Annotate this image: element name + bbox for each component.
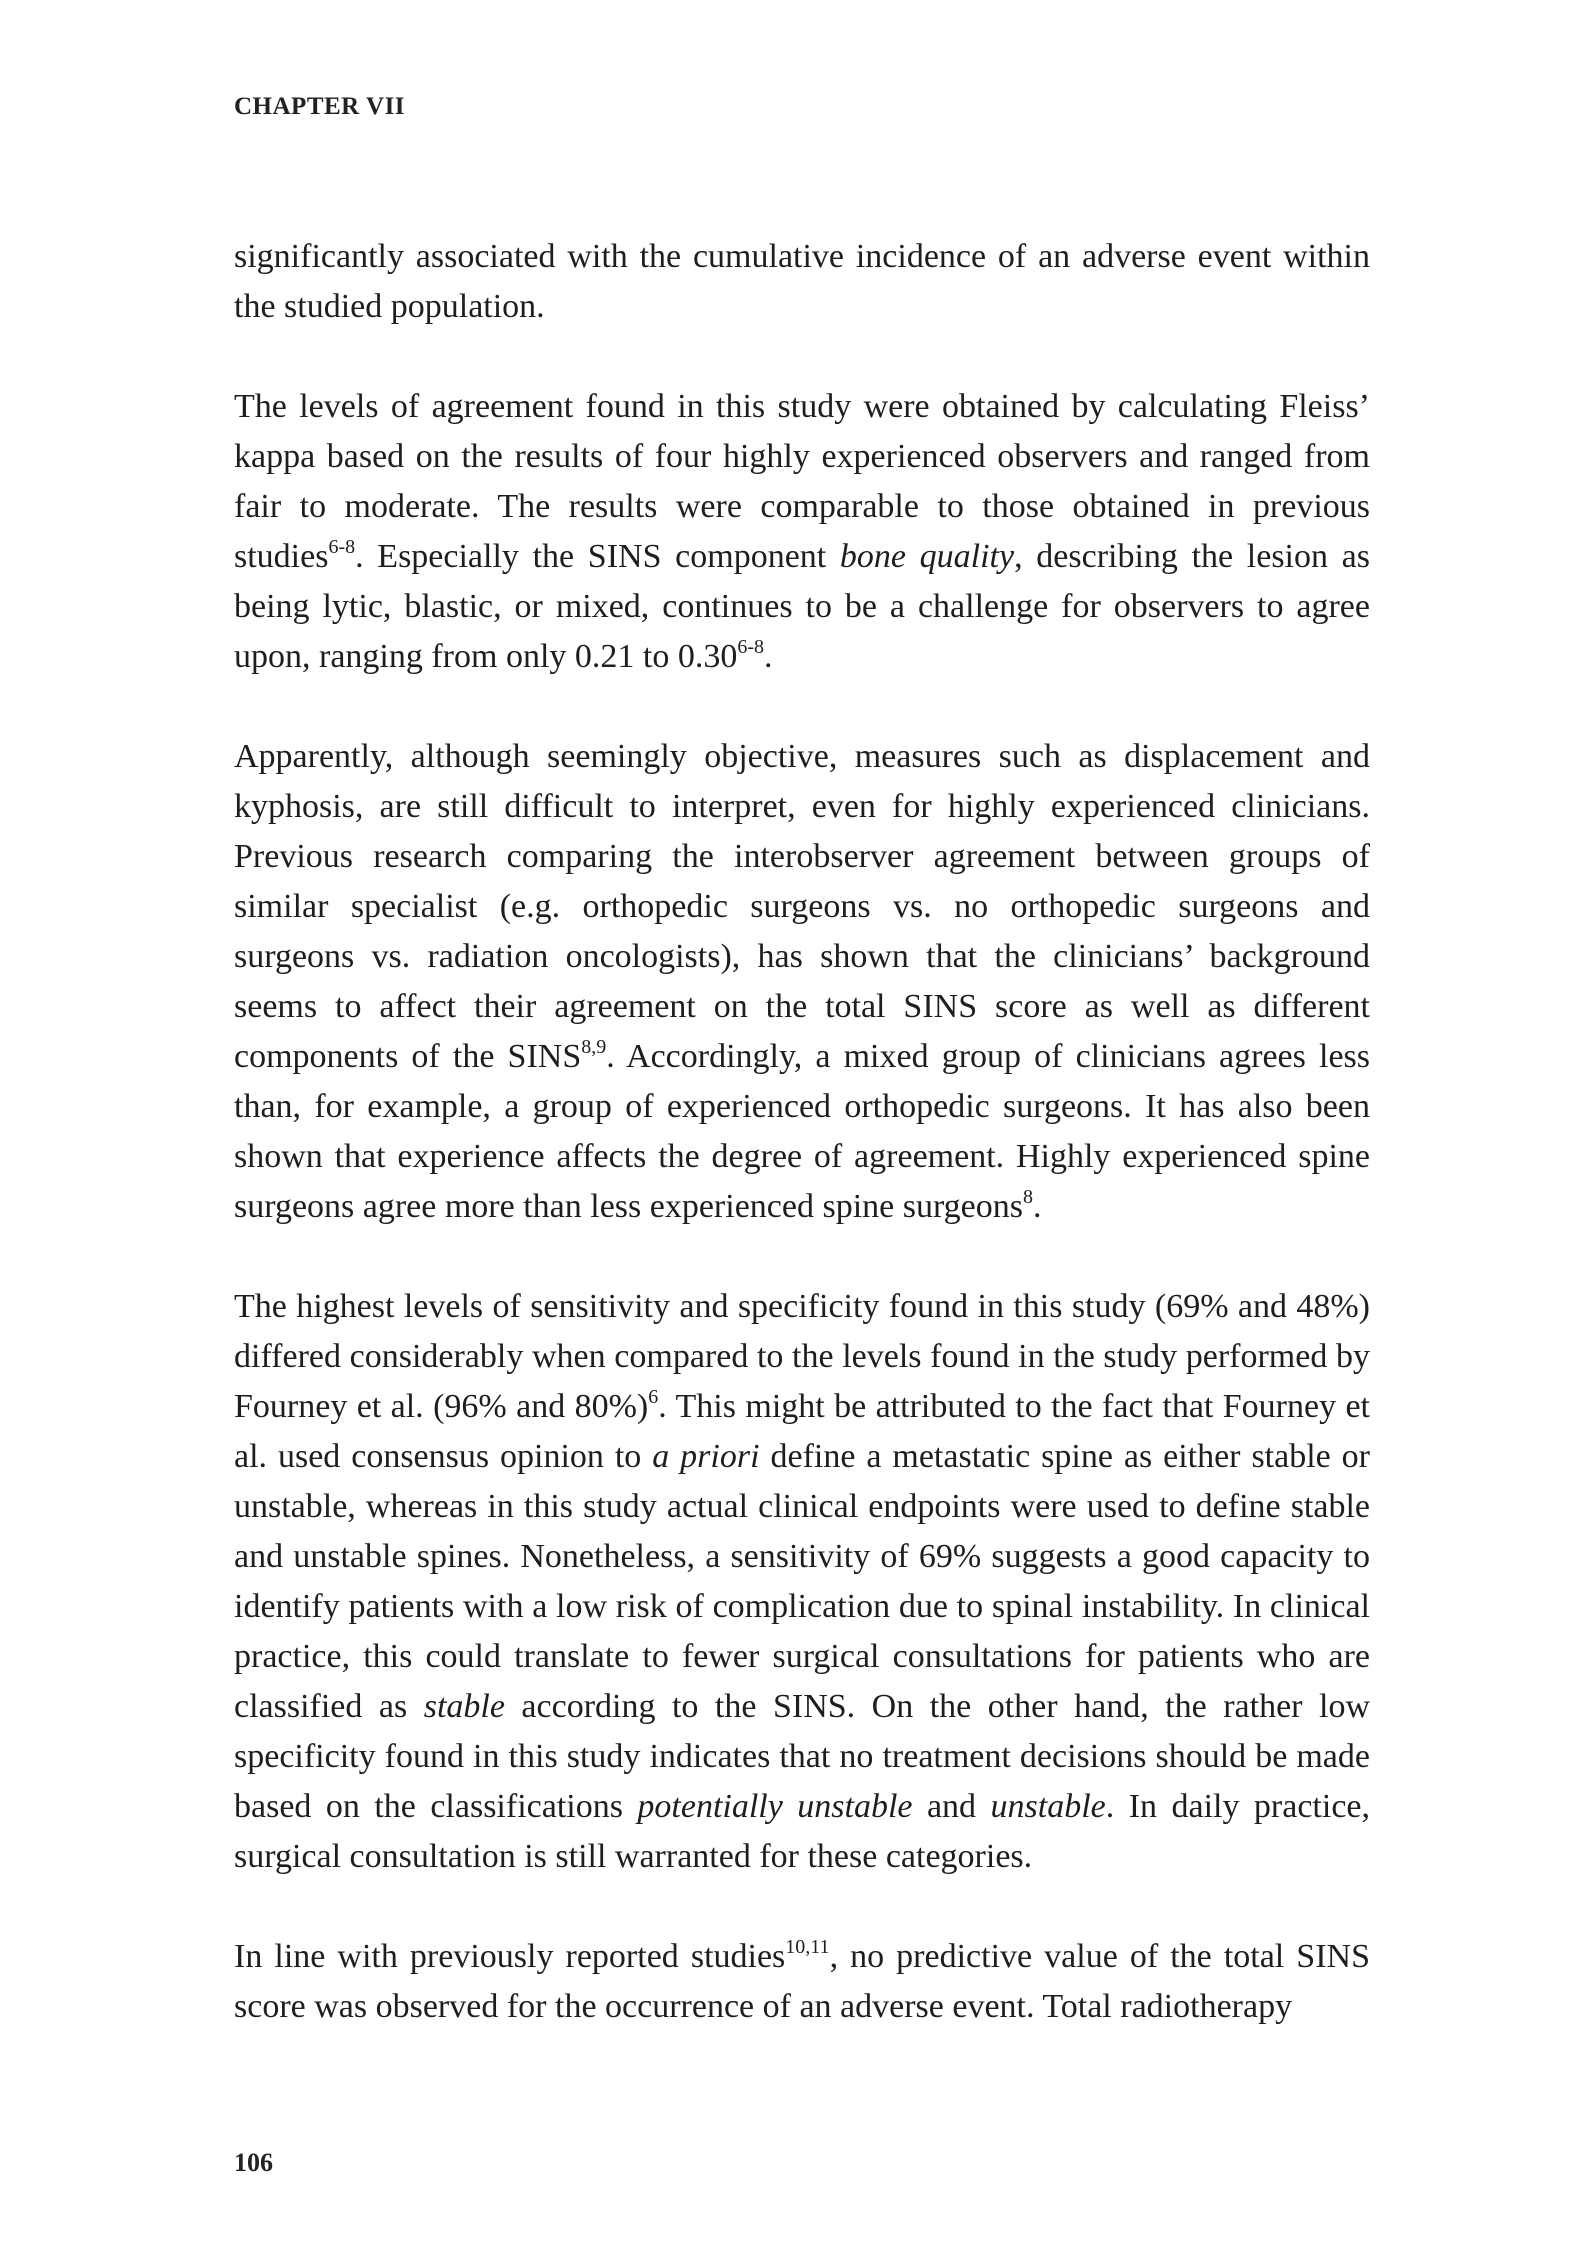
chapter-header: CHAPTER VII [234,93,406,120]
paragraph-4-text-f: . In daily practice, surgical consultation is still warranted for these categories. [234,1788,1370,1875]
paragraph-3-text-b: . Accordingly, a mixed group of clinicians agrees less than, for example, a group of experienced orthopedic surgeons. It has also been shown that experience affects the degree of agreement. Highly experienced spine surgeons agree more than less experienced spine surgeons [234,1038,1371,1225]
paragraph-4-text-a: The highest levels of sensitivity and specificity found in this study (69% and 48%) differed considerably when compared to the levels found in the study performed by Fourney et al. (96% and 80%) [234,1288,1370,1425]
italic-term: bone quality [839,538,1015,575]
paragraph-2-text-a: The levels of agreement found in this study were obtained by calculating Fleiss’ kappa based on the results of four highly experienced observers and ranged from fair to moderate. The results were comparable to those obtained in previous studies [234,388,1370,575]
citation-superscript: 10,11 [785,1936,830,1958]
paragraph-3-text-a: Apparently, although seemingly objective, measures such as displacement and kyphosis, are still difficult to interpret, even for highly experienced clinicians. Previous research comparing the interobserver agreement between groups of similar specialist (e.g. orthopedic surgeons vs. no orthopedic surgeons and surgeons vs. radiation oncologists), has shown that the clinicians’ background seems to affect their agreement on the total SINS score as well as different components of the SINS [234,738,1370,1075]
citation-superscript: 6-8 [328,536,356,558]
paragraph-1 [234,232,1370,332]
paragraph-2-text-d: . [764,638,773,675]
paragraph-4-text-c: define a metastatic spine as either stable or unstable, whereas in this study actual clinical endpoints were used to define stable and unstable spines. Nonetheless, a sensitivity of 69% suggests a good capacity to identify patients with a low risk of complication due to spinal instability. In clinical practice, this could translate to fewer surgical consultations for patients who are classified as [234,1438,1371,1725]
body-text [234,232,1370,2082]
citation-superscript: 6 [648,1386,659,1408]
paragraph-4-text-d: according to the SINS. On the other hand, the rather low specificity found in this study indicates that no treatment decisions should be made based on the classifications [234,1688,1370,1825]
paragraph-1-text: significantly associated with the cumulative incidence of an adverse event within the studied population. [234,238,1370,325]
paragraph-5-text-b: , no predictive value of the total SINS score was observed for the occurrence of an adverse event. Total radiotherapy [234,1938,1370,2025]
citation-superscript: 8,9 [581,1036,607,1058]
paragraph-3-text-c: . [1033,1188,1042,1225]
paragraph-2 [234,382,1370,682]
citation-superscript: 6-8 [737,636,765,658]
paragraph-5 [234,1932,1370,2032]
paragraph-2-text-c: , describing the lesion as being lytic, blastic, or mixed, continues to be a challenge for observers to agree upon, ranging from only 0.21 to 0.30 [234,538,1370,675]
paragraph-2-text-b: . Especially the SINS component [355,538,840,575]
citation-superscript: 8 [1023,1186,1034,1208]
italic-term: unstable [990,1788,1106,1825]
italic-term: potentially unstable [637,1788,913,1825]
paragraph-4-text-e: and [912,1788,991,1825]
paragraph-3 [234,732,1370,1232]
page-number: 106 [234,2148,273,2177]
paragraph-4-text-b: . This might be attributed to the fact that Fourney et al. used consensus opinion to [234,1388,1371,1475]
paragraph-5-text-a: In line with previously reported studies [234,1938,786,1975]
italic-term: stable [423,1688,505,1725]
italic-term: a priori [652,1438,760,1475]
paragraph-4 [234,1282,1370,1882]
